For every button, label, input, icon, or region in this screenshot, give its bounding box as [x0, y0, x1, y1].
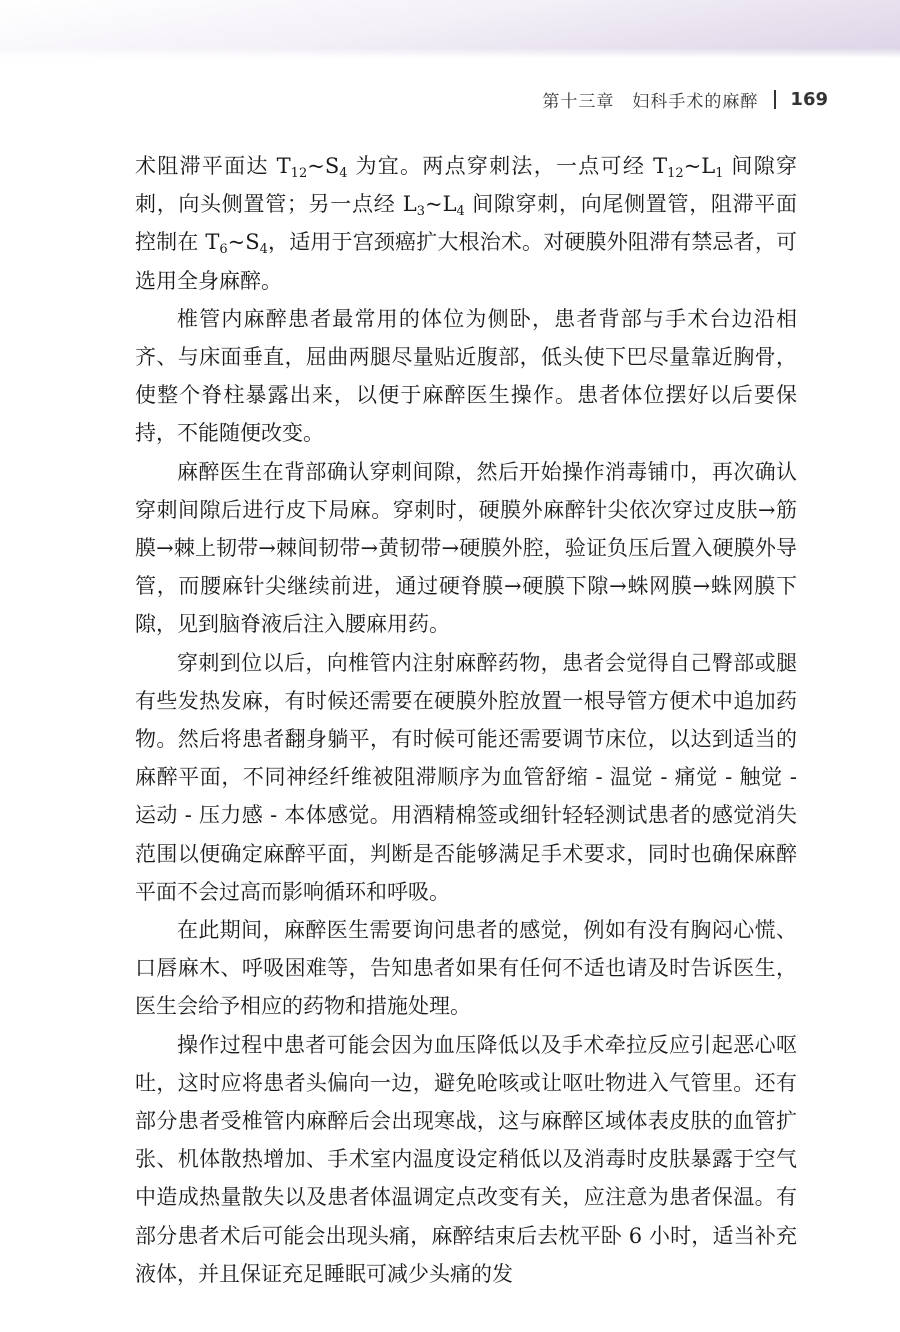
text-run: 术阻滞平面达 T — [135, 154, 291, 178]
paragraph — [135, 147, 797, 300]
subscript: 6 — [219, 242, 228, 258]
text-run: ~L — [683, 154, 716, 178]
subscript: 12 — [667, 166, 684, 181]
chapter-title: 第十三章 妇科手术的麻醉 — [542, 91, 759, 112]
paragraph — [135, 911, 797, 1026]
page-number: 169 — [790, 88, 828, 110]
text-run: ~S — [227, 230, 260, 255]
subscript: 4 — [339, 166, 348, 181]
text-run: ~S — [307, 154, 340, 178]
subscript: 1 — [715, 166, 724, 181]
paragraph — [135, 453, 797, 644]
subscript: 4 — [456, 204, 465, 220]
paragraph — [135, 644, 797, 911]
text-run: 穿刺到位以后，向椎管内注射麻醉药物，患者会觉得自己臀部或腿有些发热发麻，有时候还需要在硬膜外腔放置一根导管方便术中追加药物。然后将患者翻身躺平，有时候可能还需要调节床位，以达到适当的麻醉平面，不同神经纤维被阻滞顺序为血管舒缩 - 温觉 - 痛觉 - 触觉 - 运动 - 压力感 - 本体感觉。用酒精棉签或细针轻轻测试患者的感觉消失范围以便确定麻醉平面，判断是否能够满足手术要求，同时也确保麻醉平面不会过高而影响循环和呼吸。 — [135, 650, 797, 904]
page-top-band — [0, 0, 900, 58]
subscript: 3 — [416, 204, 425, 220]
text-run: 间隙穿刺，向尾侧置管，阻滞平面控制在 T — [135, 192, 797, 255]
text-run: 操作过程中患者可能会因为血压降低以及手术牵拉反应引起恶心呕吐，这时应将患者头偏向一边，避免呛咳或让呕吐物进入气管里。还有部分患者受椎管内麻醉后会出现寒战，这与麻醉区域体表皮肤的血管扩张、机体散热增加、手术室内温度设定稍低以及消毒时皮肤暴露于空气中造成热量散失以及患者体温调定点改变有关，应注意为患者保温。有部分患者术后可能会出现头痛，麻醉结束后去枕平卧 6 小时，适当补充液体，并且保证充足睡眠可减少头痛的发 — [135, 1032, 797, 1286]
subscript: 4 — [259, 242, 268, 258]
text-run: ，适用于宫颈癌扩大根治术。对硬膜外阻滞有禁忌者，可选用全身麻醉。 — [135, 230, 797, 293]
body-text — [135, 147, 797, 1293]
text-run: 在此期间，麻醉医生需要询问患者的感觉，例如有没有胸闷心慌、口唇麻木、呼吸困难等，告知患者如果有任何不适也请及时告诉医生，医生会给予相应的药物和措施处理。 — [135, 918, 797, 1019]
running-header — [542, 84, 828, 114]
header-divider — [774, 90, 776, 109]
paragraph — [135, 300, 797, 453]
paragraph — [135, 1026, 797, 1293]
text-run: 麻醉医生在背部确认穿刺间隙，然后开始操作消毒铺巾，再次确认穿刺间隙后进行皮下局麻。穿刺时，硬膜外麻醉针尖依次穿过皮肤→筋膜→棘上韧带→棘间韧带→黄韧带→硬膜外腔，验证负压后置入硬膜外导管，而腰麻针尖继续前进，通过硬脊膜→硬膜下隙→蛛网膜→蛛网膜下隙，见到脑脊液后注入腰麻用药。 — [135, 459, 797, 637]
text-run: 间隙穿刺，向头侧置管；另一点经 L — [135, 154, 797, 217]
text-run: 椎管内麻醉患者最常用的体位为侧卧，患者背部与手术台边沿相齐、与床面垂直，屈曲两腿尽量贴近腹部，低头使下巴尽量靠近胸骨，使整个脊柱暴露出来，以便于麻醉医生操作。患者体位摆好以后要保持，不能随便改变。 — [135, 306, 797, 446]
text-run: ~L — [425, 192, 457, 217]
text-run: 为宜。两点穿刺法，一点可经 T — [347, 154, 668, 178]
subscript: 12 — [290, 166, 308, 181]
